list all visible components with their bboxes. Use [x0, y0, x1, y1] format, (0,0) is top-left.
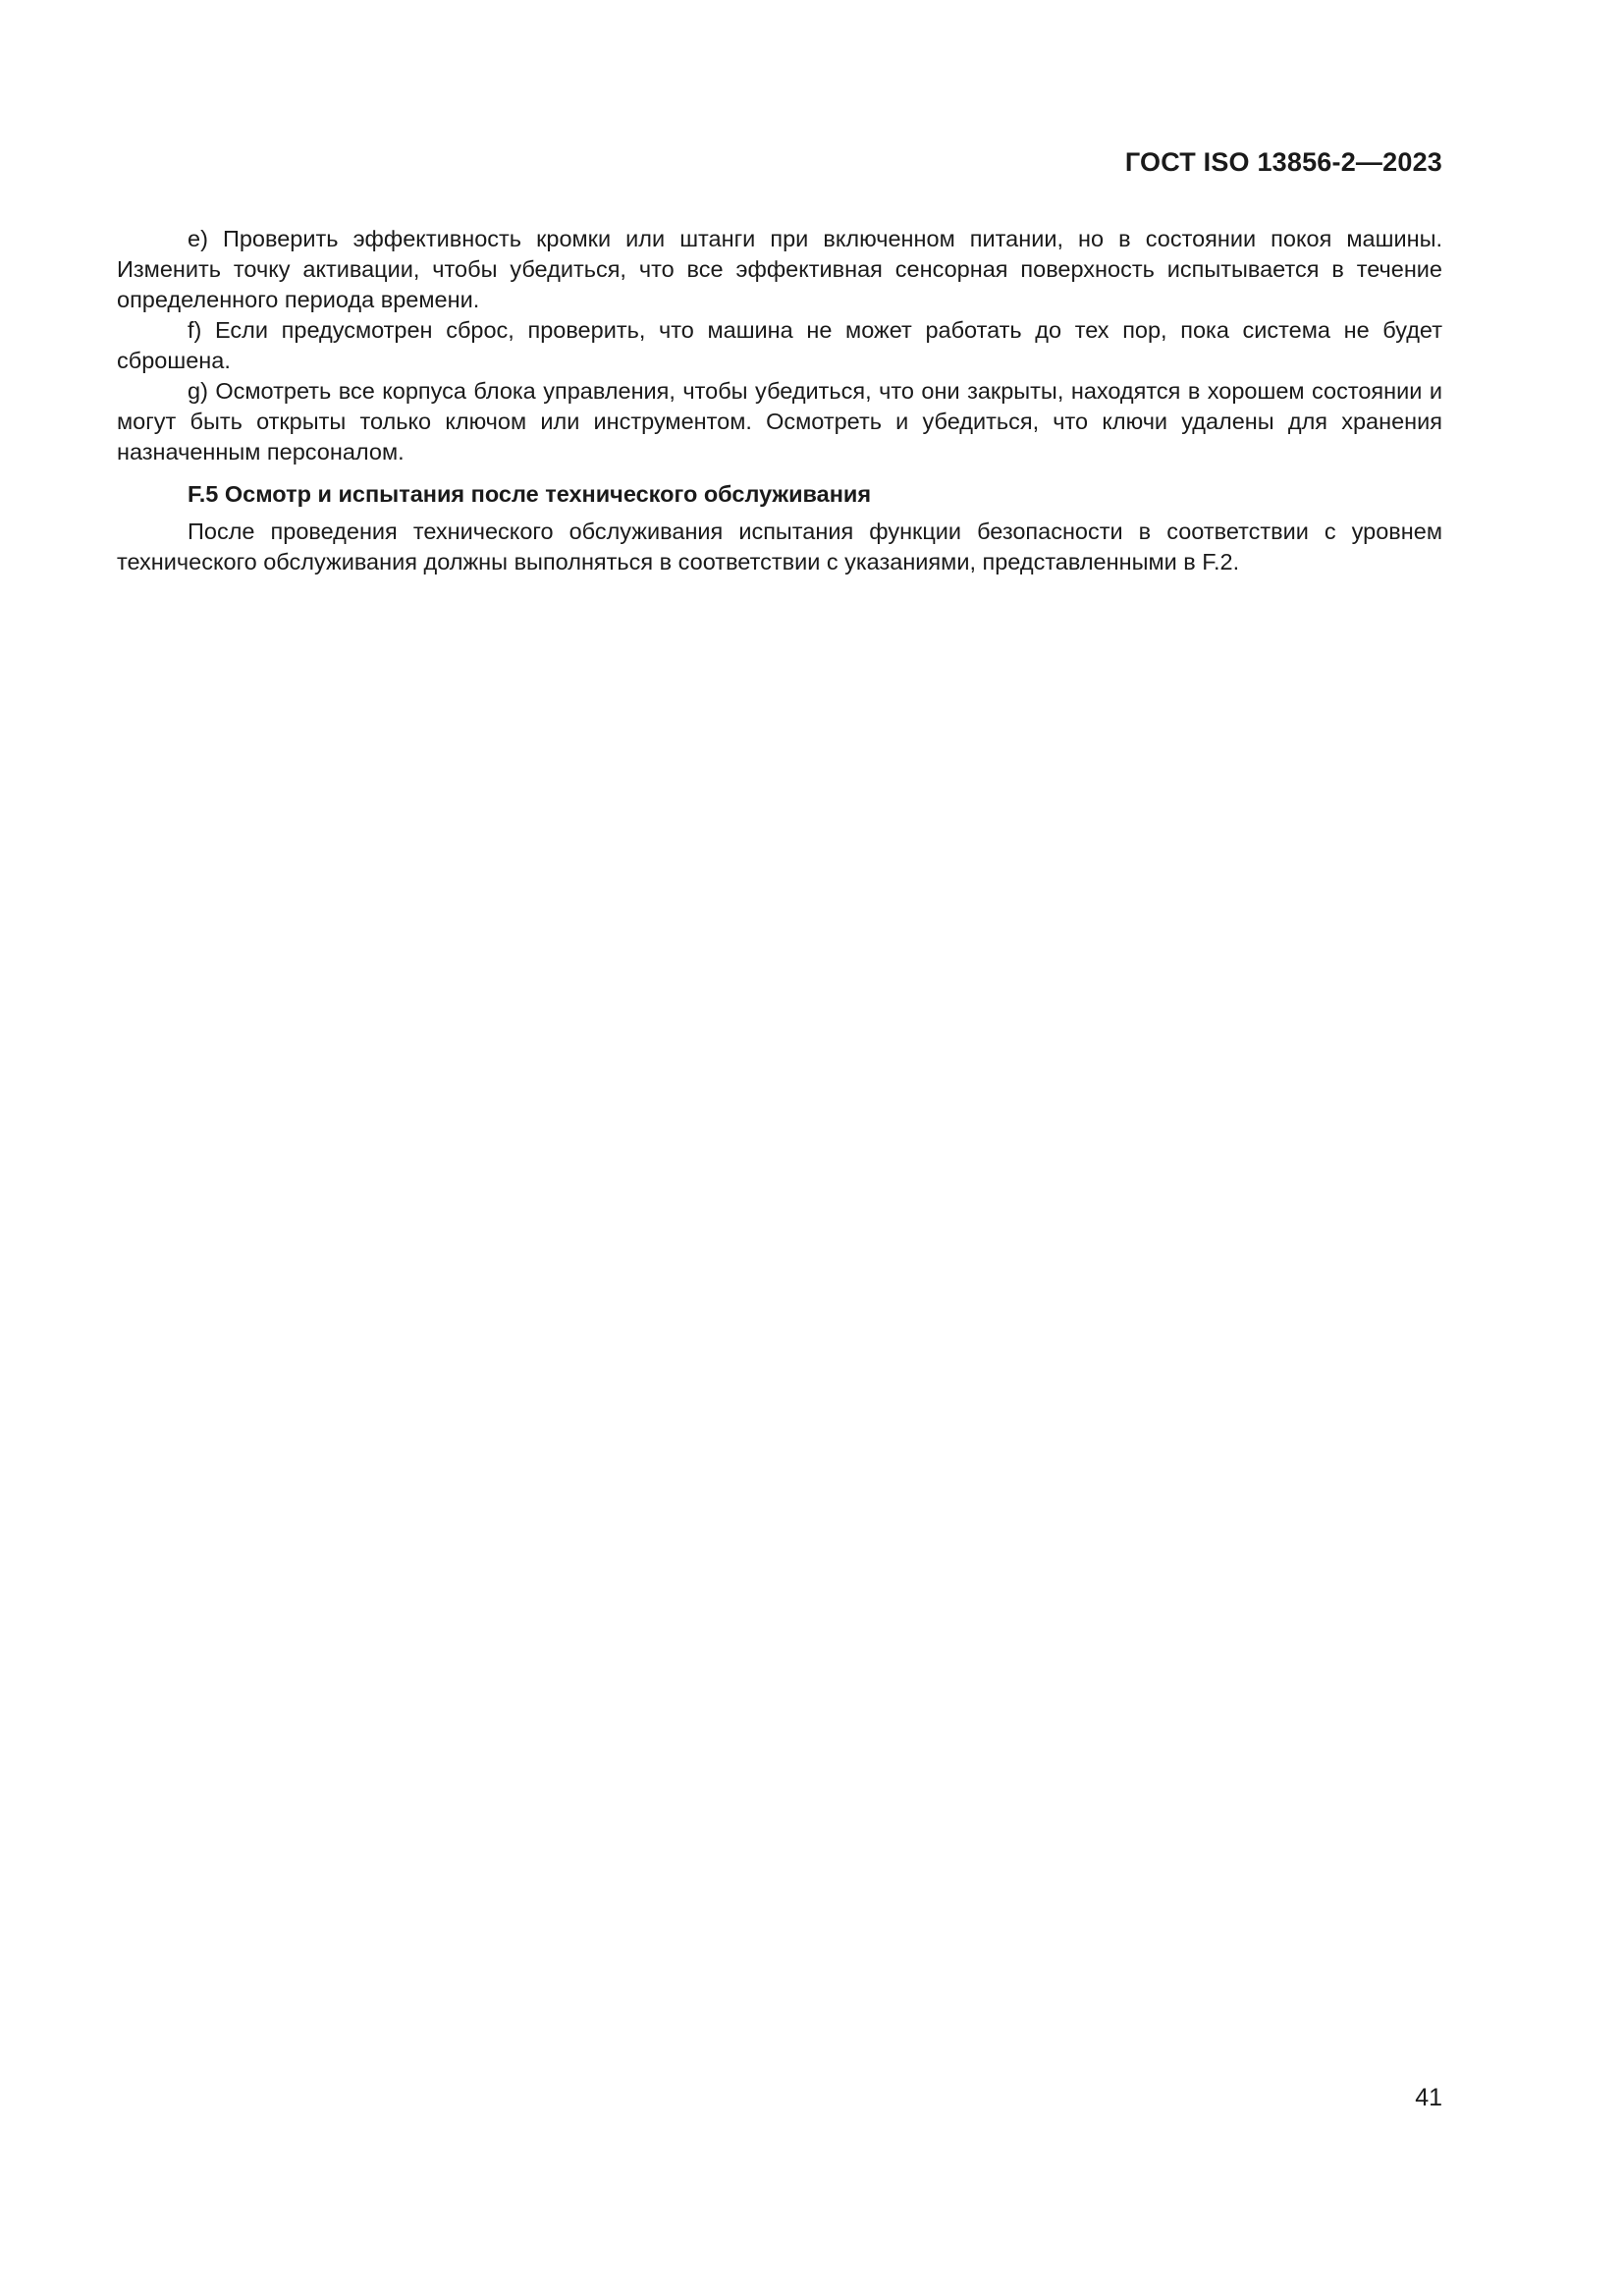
- list-item-f: f) Если предусмотрен сброс, проверить, что машина не может работать до тех пор, пока система не будет сброшена.: [117, 317, 1442, 373]
- section-heading: F.5 Осмотр и испытания после технического обслуживания: [188, 481, 872, 507]
- list-item-g: g) Осмотреть все корпуса блока управления, чтобы убедиться, что они закрыты, находятся в хорошем состоянии и могут быть открыты только ключом или инструментом. Осмотреть и убедиться, что ключи удалены для хранения назначенным персоналом.: [117, 378, 1442, 465]
- document-header: ГОСТ ISO 13856-2—2023: [1124, 147, 1442, 177]
- page-number: 41: [1415, 2084, 1442, 2111]
- document-body: [117, 224, 1442, 577]
- section-paragraph: После проведения технического обслуживания испытания функции безопасности в соответствии с уровнем технического обслуживания должны выполняться в соответствии с указаниями, представленными в F.2.: [117, 519, 1442, 574]
- list-item-e: е) Проверить эффективность кромки или штанги при включенном питании, но в состоянии покоя машины. Изменить точку активации, чтобы убедиться, что все эффективная сенсорная поверхность испытывается в течение определенного периода времени.: [117, 226, 1442, 312]
